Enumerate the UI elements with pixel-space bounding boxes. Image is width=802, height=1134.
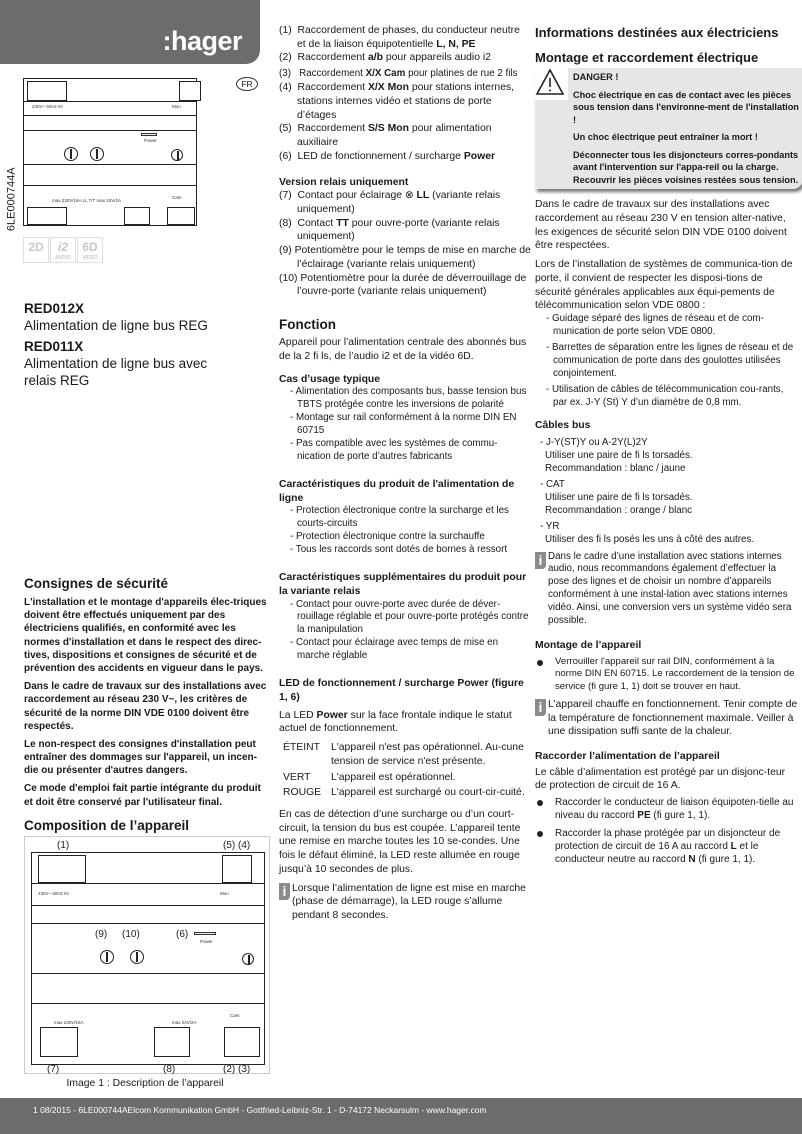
device-mount-item: Verrouiller l'appareil sur rail DIN, conformément à la norme DIN EN 60715. Le raccordement de la tension de service (fi gure 1, 1) doit se trouver en haut. bbox=[535, 656, 799, 694]
function-intro: Appareil pour l’alimentation centrale des abonnés bus de la 2 fi ls, de l’audio i2 et de la vidéo 6D. bbox=[279, 337, 527, 362]
use-case-item: - Alimentation des composants bus, basse tension bus TBTS protégée contre les inversions de polarité bbox=[290, 386, 527, 411]
system-logos bbox=[23, 237, 103, 263]
page-footer bbox=[0, 1098, 802, 1134]
section-title-safety: Consignes de sécurité bbox=[24, 576, 169, 591]
hager-logo: :hager bbox=[162, 26, 242, 56]
danger-box bbox=[535, 68, 802, 189]
relay-feature-item: - Contact pour éclairage avec temps de mise en marche réglable bbox=[290, 637, 499, 662]
feature-item: - Protection électronique contre la surchauffe bbox=[290, 531, 485, 543]
relay-feature-item: - Contact pour ouvre-porte avec durée de déver-rouillage réglable et pour ouvre-porte protégés contre la manipulation bbox=[290, 598, 529, 636]
callout-7: (7) bbox=[47, 1064, 60, 1075]
info-icon: i bbox=[535, 699, 546, 716]
relay-version-title: Version relais uniquement bbox=[279, 176, 409, 188]
knob-door-time bbox=[90, 147, 104, 161]
feature-list bbox=[279, 505, 531, 557]
cable-name: - CAT bbox=[540, 478, 565, 490]
safety-paragraph: Dans le cadre de travaux sur des installations avec raccordement au réseau 230 V~, les critères de sécurité de la norme DIN VDE 0100 doivent être respectés. bbox=[24, 681, 267, 732]
safety-section bbox=[24, 575, 270, 814]
callout-9: (9) bbox=[95, 929, 108, 940]
power-connect-item: Raccorder la phase protégée par un disjoncteur de protection de circuit de 16 A au raccord L et le conducteur neutre au raccord N (fi gure 1, 1). bbox=[535, 827, 799, 867]
product-code: RED011X bbox=[24, 339, 84, 354]
right-column bbox=[535, 24, 799, 870]
use-case-item: - Montage sur rail conformément à la norme DIN EN 60715 bbox=[290, 412, 517, 437]
relay-features-title: Caractéristiques supplémentaires du produit pour la variante relais bbox=[279, 572, 527, 597]
safety-paragraph: Le non-respect des consignes d'installation peut entraîner des dommages sur l'appareil, un incen-die ou présenter d'autres dangers. bbox=[24, 738, 257, 777]
feature-item: - Tous les raccords sont dotés de bornes à ressort bbox=[290, 544, 508, 556]
callout-5-4: (5) (4) bbox=[223, 840, 251, 851]
safety-paragraph: Ce mode d'emploi fait partie intégrante du produit et doit être conservé par l'utilisateur final. bbox=[24, 783, 261, 808]
callout-1: (1) bbox=[57, 840, 70, 851]
electricians-paragraph: Lors de l’installation de systèmes de communica-tion de porte, il convient de respecter les disposi-tions de sécurité générales applicables aux équi-pements de télécommunication selon VDE 0800 : bbox=[535, 259, 793, 312]
logo-2d: 2D bbox=[23, 237, 49, 263]
danger-heading: DANGER ! bbox=[573, 72, 619, 82]
label-relay-ll: max 230V/16A bbox=[54, 1020, 84, 1025]
knob-door-time bbox=[130, 950, 144, 964]
electricians-paragraph: Dans le cadre de travaux sur des installations avec raccordement au réseau 230 V en tension alter-native, les exigences de sécurité selon DIN VDE 0100 doivent être respectées. bbox=[535, 199, 787, 252]
power-connect-list bbox=[535, 796, 799, 866]
device-mount-title: Montage de l’appareil bbox=[535, 640, 642, 652]
vde-item: - Guidage séparé des lignes de réseau et de com-munication de porte selon VDE 0800. bbox=[546, 313, 764, 337]
logo-6d-video: 6D VIDEO bbox=[77, 237, 103, 263]
cable-list bbox=[535, 437, 799, 546]
product-description: Alimentation de ligne bus REG bbox=[24, 318, 208, 333]
info-icon: i bbox=[535, 552, 546, 569]
cable-name: - J-Y(ST)Y ou A-2Y(L)2Y bbox=[540, 437, 648, 449]
connection-item: (6) LED de fonctionnement / surcharge Power bbox=[279, 150, 496, 162]
led-state-row: ÉTEINT L'appareil n'est pas opérationnel. Au-cune tension de service n'est présente. bbox=[283, 742, 524, 767]
relay-feature-list bbox=[279, 599, 531, 664]
danger-line: Un choc électrique peut entraîner la mort ! bbox=[573, 132, 758, 143]
label-relay-tt: max 24V/2A bbox=[172, 1020, 197, 1025]
danger-line: Choc électrique en cas de contact avec les pièces sous tension dans l'environne-ment de l'installation ! bbox=[573, 89, 799, 125]
label-cam: Cam bbox=[172, 195, 182, 200]
label-mon: Mon bbox=[172, 104, 181, 109]
warning-triangle-icon bbox=[535, 68, 568, 100]
connection-item: (2) Raccordement a/b pour appareils audio i2 bbox=[279, 52, 491, 64]
callout-2-3: (2) (3) bbox=[223, 1064, 251, 1075]
power-led bbox=[194, 932, 216, 935]
cable-details: Utiliser une paire de fi ls torsadés. Recommandation : blanc / jaune bbox=[545, 450, 693, 475]
relay-item: (9) Potentiomètre pour le temps de mise en marche de l’éclairage (variante relais uniquement) bbox=[279, 245, 531, 270]
feature-item: - Protection électronique contre la surcharge et les courts-circuits bbox=[290, 505, 509, 530]
use-cases-title: Cas d’usage typique bbox=[279, 373, 381, 385]
led-intro: La LED Power sur la face frontale indique le statut actuel de fonctionnement. bbox=[279, 709, 512, 735]
label-cam: Cam bbox=[230, 1013, 240, 1018]
use-case-list bbox=[279, 386, 531, 464]
power-led bbox=[141, 133, 157, 136]
heat-note: i L’appareil chauffe en fonctionnement. Tenir compte de la température de fonctionnement maximale. Veiller à une dissipation suffi sante de la chaleur. bbox=[535, 698, 799, 739]
power-intro: Le câble d’alimentation est protégé par un disjonc-teur de protection de circuit de 16 A. bbox=[535, 766, 786, 792]
led-state-row: VERT L'appareil est opérationnel. bbox=[283, 771, 456, 783]
led-state-table bbox=[283, 741, 531, 802]
overload-text: En cas de détection d’une surcharge ou d’un court-circuit, la tension du bus est coupée. L’appareil tente une remise en marche toutes les 10 se-condes. Une fois le défaut éliminé, la LED reste allumée en rouge jusqu’à 10 secondes de plus. bbox=[279, 808, 521, 875]
device-mount-list bbox=[535, 656, 799, 694]
ground-symbol-icon bbox=[171, 149, 183, 161]
connection-item: (5) Raccordement S/S Mon pour alimentation auxiliaire bbox=[279, 123, 492, 149]
section-title-mounting: Montage et raccordement électrique bbox=[535, 50, 759, 65]
vde-list bbox=[535, 313, 799, 409]
label-relay: max 230V/16A LL T/T max 24V/2A bbox=[52, 198, 121, 203]
product-illustration-top bbox=[23, 78, 197, 226]
led-title: LED de fonctionnement / surcharge Power (figure 1, 6) bbox=[279, 678, 524, 703]
logo-i2-audio: i2 AUDIO bbox=[50, 237, 76, 263]
relay-item: (10) Potentiomètre pour la durée de déverrouillage de l’ouvre-porte (variante relais uniquement) bbox=[279, 272, 527, 298]
startup-note: i Lorsque l’alimentation de ligne est mise en marche (phase de démarrage), la LED rouge s’allume pendant 8 secondes. bbox=[279, 882, 531, 923]
cable-details: Utiliser une paire de fi ls torsadés. Recommandation : orange / blanc bbox=[545, 491, 693, 516]
label-power: Power bbox=[144, 138, 157, 143]
vde-item: - Utilisation de câbles de télécommunication cou-rants, par ex. J-Y (St) Y d’un diamètre de 0,8 mm. bbox=[546, 383, 784, 408]
section-title-electricians: Informations destinées aux électriciens bbox=[535, 25, 779, 40]
label-power: Power bbox=[200, 939, 213, 944]
middle-column bbox=[279, 24, 531, 927]
relay-connection-list bbox=[279, 189, 531, 299]
product-description: Alimentation de ligne bus avec relais REG bbox=[24, 356, 208, 388]
ground-symbol-icon bbox=[242, 953, 254, 965]
brand-header-band bbox=[0, 0, 260, 64]
features-title: Caractéristiques du produit de l'alimentation de ligne bbox=[279, 478, 515, 504]
product-list bbox=[24, 300, 264, 393]
figure-caption: Image 1 : Description de l’appareil bbox=[66, 1078, 224, 1089]
relay-item: (7) Contact pour éclairage ⊗ LL (variante relais uniquement) bbox=[279, 190, 501, 215]
power-connect-item: Raccorder le conducteur de liaison équipoten-tielle au niveau du raccord PE (fi gure 1, 1). bbox=[535, 796, 799, 822]
composition-diagram bbox=[24, 836, 270, 1074]
audio-note: i Dans le cadre d’une installation avec stations internes audio, nous recommandons également d’effectuer la pose des lignes et de choisir un nombre d’appareils conformément à une instal-lation avec stations internes vidéo. Ainsi, une conversion vers un système vidéo sera possible. bbox=[535, 551, 799, 629]
bus-cables-title: Câbles bus bbox=[535, 420, 591, 432]
knob-light-time bbox=[64, 147, 78, 161]
danger-line: Déconnecter tous les disjoncteurs corres-pondants avant l'intervention sur l'appa-reil ou la charge. Recouvrir les pièces voisines restées sous tension. bbox=[573, 149, 799, 185]
relay-item: (8) Contact TT pour ouvre-porte (variante relais uniquement) bbox=[279, 217, 500, 243]
language-badge: FR bbox=[236, 77, 258, 91]
cable-details: Utiliser des fi ls posés les uns à côté des autres. bbox=[545, 533, 755, 545]
vde-item: - Barrettes de séparation entre les lignes de réseau et de communication de porte dans des goulottes utilisées conjointement. bbox=[546, 341, 794, 379]
connection-list bbox=[279, 24, 531, 164]
connection-item: (4) Raccordement X/X Mon pour stations internes, stations internes vidéo et stations de porte d’étages bbox=[279, 82, 515, 121]
safety-paragraph: L'installation et le montage d'appareils élec-triques doivent être effectués uniquement par des électriciens qualifiés, en conformité avec les normes d'installation et dans le respect des direc-tives, dispositions et consignes de sécurité et de prévention des accidents en vigueur dans le pays. bbox=[24, 597, 267, 674]
info-icon: i bbox=[279, 883, 290, 900]
callout-10: (10) bbox=[122, 929, 140, 940]
label-mains: 230V~ 50Hz IN bbox=[38, 891, 69, 896]
section-title-function: Fonction bbox=[279, 317, 336, 333]
connection-item: (3) Raccordement X/X Cam pour platines de rue 2 fils bbox=[279, 68, 518, 80]
connection-item: (1) Raccordement de phases, du conducteur neutre et de la liaison équipotentielle L, N, PE bbox=[279, 25, 520, 50]
label-mon: Mon bbox=[220, 891, 229, 896]
cable-name: - YR bbox=[540, 520, 560, 532]
callout-6: (6) bbox=[176, 929, 189, 940]
product-code: RED012X bbox=[24, 301, 85, 316]
footer-text: 1 08/2015 - 6LE000744AElcom Kommunikation GmbH - Gottfried-Leibniz-Str. 1 - D-74172 Neckarsulm - www.hager.com bbox=[33, 1105, 487, 1115]
document-code-vertical: 6LE000744A bbox=[5, 167, 18, 232]
use-case-item: - Pas compatible avec les systèmes de commu-nication de porte d’autres fabricants bbox=[290, 438, 498, 462]
callout-8: (8) bbox=[163, 1064, 176, 1075]
label-mains: 230V~ 50Hz IN bbox=[32, 104, 63, 109]
knob-light-time bbox=[100, 950, 114, 964]
led-state-row: ROUGE L'appareil est surchargé ou court-cir-cuité. bbox=[283, 787, 525, 799]
section-title-composition: Composition de l’appareil bbox=[24, 818, 190, 833]
power-connect-title: Raccorder l’alimentation de l’appareil bbox=[535, 751, 720, 762]
